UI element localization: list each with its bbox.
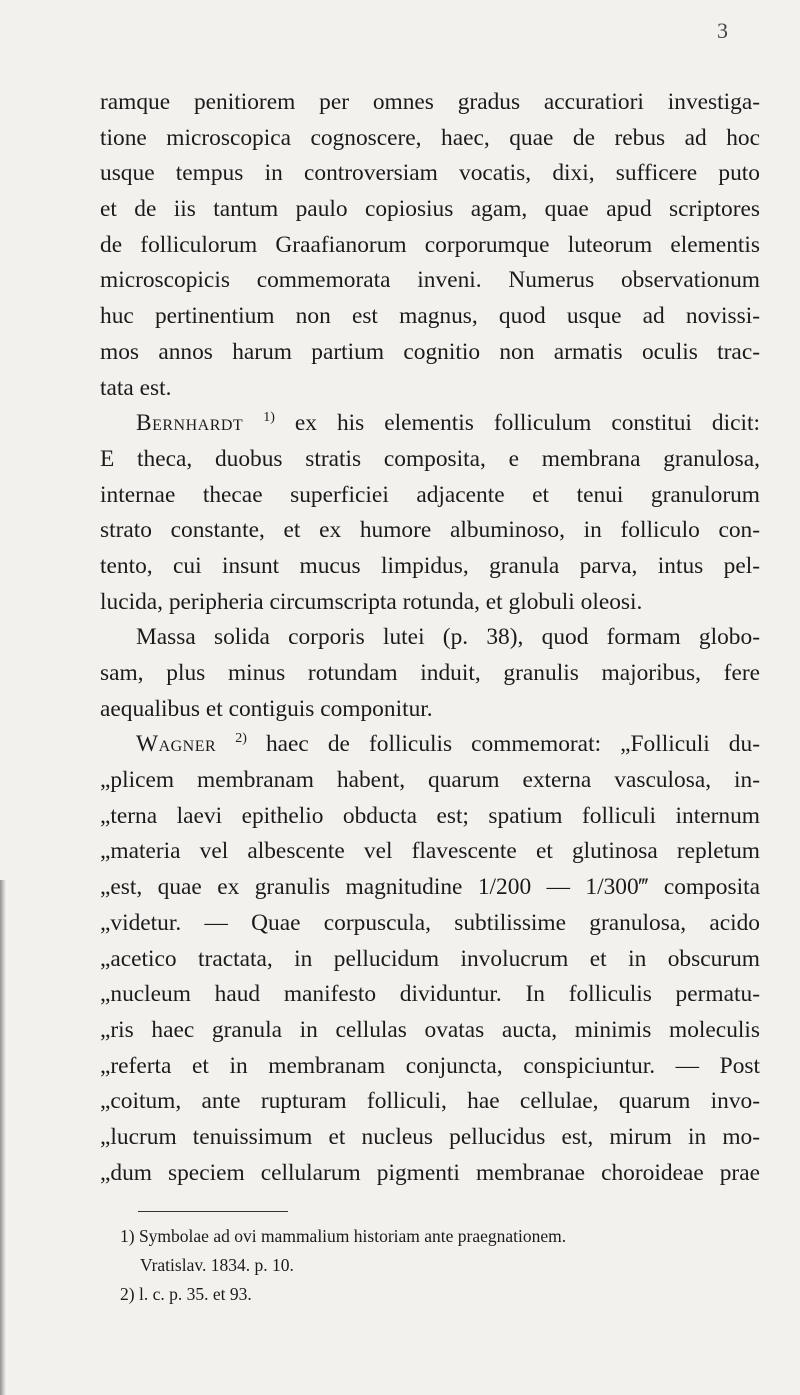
body-text — [100, 85, 760, 1191]
text-line: huc pertinentium non est magnus, quod usque ad novissi- — [100, 303, 760, 330]
text-line: „nucleum haud manifesto dividuntur. In folliculis permatu- — [100, 981, 760, 1008]
fraction: 1/200 — [477, 874, 532, 901]
footnote-2: 2) l. c. p. 35. et 93. — [120, 1284, 252, 1304]
text-fragment: composita — [648, 874, 760, 901]
text-line: tione microscopica cognoscere, haec, quae de rebus ad hoc — [100, 124, 760, 151]
text-line: et de iis tantum paulo copiosius agam, quae apud scriptores — [100, 196, 760, 223]
text-fragment: haec de folliculis commemorat: „Folliculi du- — [246, 731, 760, 758]
paragraph-opening-line — [100, 727, 760, 763]
text-line: ramque penitiorem per omnes gradus accuratiori investiga- — [100, 89, 760, 115]
text-line: „materia vel albescente vel flavescente et glutinosa repletum — [100, 838, 760, 865]
text-line-with-fraction — [100, 870, 760, 906]
text-line: „terna laevi epithelio obducta est; spatium folliculi internum — [100, 802, 760, 829]
text-line: „coitum, ante rupturam folliculi, hae cellulae, quarum invo- — [100, 1088, 760, 1115]
text-line: de folliculorum Graafianorum corporumque luteorum elementis — [100, 231, 760, 258]
paragraph-opening-line — [100, 406, 760, 442]
text-line: „ris haec granula in cellulas ovatas aucta, minimis moleculis — [100, 1016, 760, 1043]
page-number: 3 — [717, 18, 728, 43]
fraction: 1/300‴ — [585, 874, 649, 901]
footnote-ref: 1) — [263, 410, 275, 426]
text-line: aequalibus et contiguis componitur. — [100, 695, 433, 722]
text-line: mos annos harum partium cognitio non armatis oculis trac- — [100, 338, 760, 365]
text-fragment: „est, quae ex granulis magnitudine — [100, 874, 478, 901]
dash: — — [531, 874, 586, 901]
footnote-divider — [138, 1211, 288, 1212]
text-line: „lucrum tenuissimum et nucleus pellucidus est, mirum in mo- — [100, 1123, 760, 1150]
text-line: microscopicis commemorata inveni. Numerus observationum — [100, 267, 760, 294]
text-line: tento, cui insunt mucus limpidus, granula parva, intus pel- — [100, 552, 760, 579]
footnote-ref: 2) — [235, 731, 247, 747]
text-line: internae thecae superficiei adjacente et tenui granulorum — [100, 481, 760, 508]
author-name: Wagner — [136, 731, 217, 758]
text-line: sam, plus minus rotundam induit, granulis majoribus, fere — [100, 660, 760, 686]
text-line: „referta et in membranam conjuncta, conspiciuntur. — Post — [100, 1052, 760, 1079]
text-line: E theca, duobus stratis composita, e membrana granulosa, — [100, 445, 760, 472]
footnote-1: 1) Symbolae ad ovi mammalium historiam ante praegnationem. — [120, 1226, 567, 1246]
text-line: tata est. — [100, 374, 172, 401]
text-fragment: ex his elementis folliculum constitui dicit: — [274, 410, 760, 437]
text-line: „dum speciem cellularum pigmenti membranae choroideae prae — [100, 1159, 760, 1186]
text-line: Massa solida corporis lutei (p. 38), quod formam globo- — [136, 624, 760, 651]
page-edge-shadow — [0, 880, 6, 1395]
author-name: Bernhardt — [136, 410, 244, 437]
text-line: strato constante, et ex humore albuminoso, in folliculo con- — [100, 517, 760, 544]
text-line: lucida, peripheria circumscripta rotunda, et globuli oleosi. — [100, 588, 643, 615]
text-line: „acetico tractata, in pellucidum involucrum et in obscurum — [100, 945, 760, 972]
text-line: usque tempus in controversiam vocatis, dixi, sufficere puto — [100, 160, 760, 187]
footnote-1-continued: Vratislav. 1834. p. 10. — [140, 1255, 294, 1275]
text-line: „videtur. — Quae corpuscula, subtilissime granulosa, acido — [100, 909, 760, 936]
footnotes — [120, 1222, 760, 1309]
text-line: „plicem membranam habent, quarum externa vasculosa, in- — [100, 767, 760, 794]
